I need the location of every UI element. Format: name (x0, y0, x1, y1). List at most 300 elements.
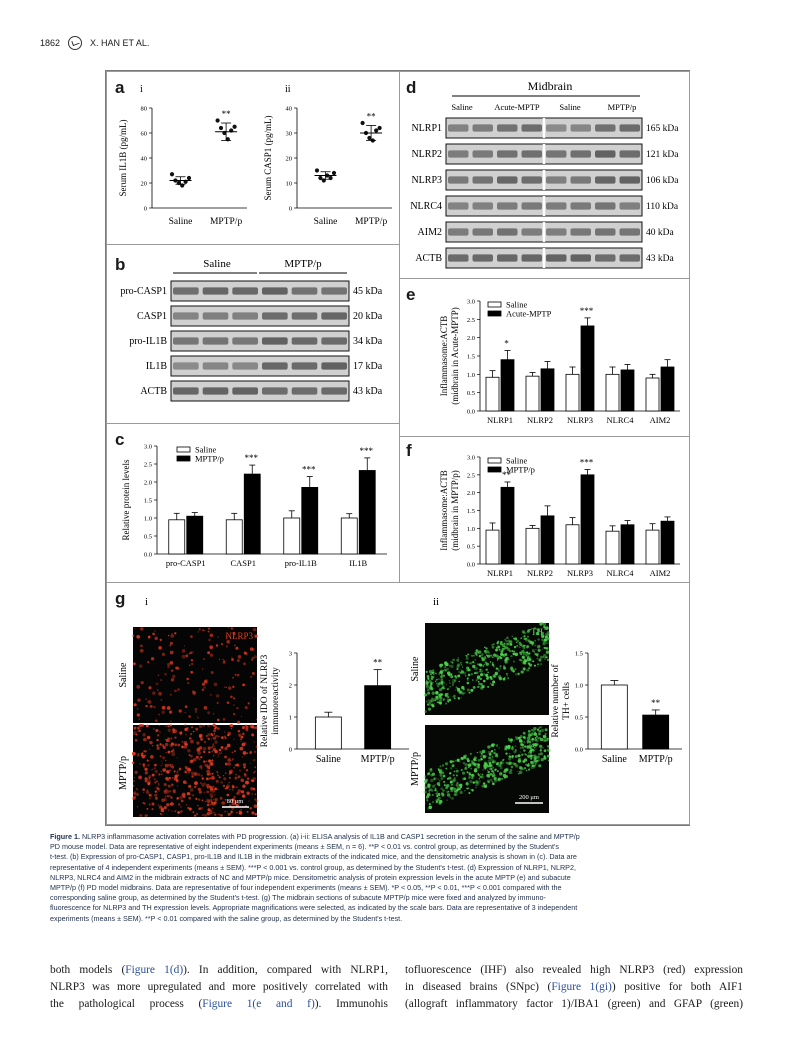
y-tick-label: 1.5 (143, 497, 152, 505)
fluorescence-signal (537, 658, 538, 659)
fluorescence-signal (427, 688, 430, 691)
fluorescence-signal (149, 804, 151, 806)
fluorescence-signal (474, 651, 478, 655)
fluorescence-signal (236, 786, 238, 788)
blot-band (262, 337, 288, 344)
fluorescence-signal (459, 761, 460, 762)
fluorescence-signal (484, 664, 485, 665)
fluorescence-signal (166, 803, 169, 806)
fluorescence-signal (466, 788, 468, 790)
fluorescence-signal (528, 662, 530, 664)
fluorescence-signal (148, 775, 151, 778)
fluorescence-signal (494, 749, 495, 750)
fluorescence-signal (466, 655, 467, 656)
body-column-right (405, 962, 743, 1013)
significance-marker: *** (579, 457, 594, 468)
fluorescence-signal (171, 764, 173, 766)
fluorescence-signal (478, 778, 480, 780)
fluorescence-signal (194, 786, 196, 788)
fluorescence-signal (224, 755, 227, 758)
fluorescence-signal (247, 777, 249, 779)
fluorescence-signal (182, 655, 186, 659)
fluorescence-signal (455, 678, 456, 679)
fluorescence-signal (452, 685, 453, 686)
fluorescence-signal (158, 804, 159, 805)
fluorescence-signal (226, 784, 230, 788)
fluorescence-signal (456, 664, 459, 667)
fluorescence-signal (547, 659, 549, 661)
blot-band (522, 150, 543, 157)
significance-marker: ** (373, 657, 383, 668)
y-axis-label: (midbrain in MPTP/p) (450, 470, 460, 551)
fluorescence-signal (189, 807, 192, 810)
fluorescence-signal (440, 765, 442, 767)
fluorescence-signal (545, 729, 547, 731)
fluorescence-signal (471, 777, 473, 779)
fluorescence-signal (508, 761, 512, 765)
fluorescence-signal (161, 814, 162, 815)
fluorescence-signal (181, 745, 182, 746)
fluorescence-signal (178, 769, 180, 771)
y-tick-label: 2.0 (466, 335, 475, 343)
fluorescence-signal (217, 756, 218, 757)
fluorescence-signal (207, 725, 210, 728)
bar (606, 374, 619, 411)
fluorescence-signal (162, 756, 165, 759)
blot-band (546, 228, 567, 235)
panel-sublabel: i (140, 84, 143, 95)
y-tick-label: 30 (285, 130, 292, 138)
fluorescence-signal (212, 734, 214, 736)
fluorescence-signal (545, 733, 547, 735)
fluorescence-signal (481, 776, 484, 779)
x-tick-label: NLRP2 (527, 415, 553, 425)
fluorescence-signal (202, 629, 204, 631)
fluorescence-signal (250, 763, 251, 764)
fluorescence-signal (143, 763, 146, 766)
fluorescence-signal (439, 702, 441, 704)
fluorescence-signal (546, 656, 548, 658)
fluorescence-signal (508, 755, 510, 757)
fluorescence-signal (440, 787, 443, 790)
y-tick-label: 40 (285, 105, 292, 113)
fluorescence-signal (200, 782, 202, 784)
fluorescence-signal (192, 691, 196, 695)
fluorescence-signal (430, 687, 433, 690)
caption-line-8: fluorescence for NLRP3 and TH expression levels. Appropriate magnifications were selected, as indicated by the scale bars. Data are representative of 3 independent (50, 903, 578, 913)
fluorescence-signal (252, 672, 255, 675)
fluorescence-signal (132, 752, 136, 756)
fluorescence-signal (158, 646, 162, 650)
fluorescence-signal (171, 751, 173, 753)
fluorescence-signal (475, 780, 479, 784)
fluorescence-signal (169, 711, 172, 714)
fluorescence-signal (143, 750, 145, 752)
fluorescence-signal (432, 692, 435, 695)
fluorescence-signal (147, 759, 149, 761)
panel-d (399, 71, 690, 279)
fluorescence-signal (509, 746, 511, 748)
fluorescence-signal (521, 754, 523, 756)
fluorescence-signal (541, 639, 543, 641)
fluorescence-signal (153, 706, 155, 708)
running-authors: X. HAN ET AL. (90, 38, 150, 48)
fluorescence-signal (489, 753, 492, 756)
data-point (361, 121, 365, 125)
fluorescence-signal (246, 792, 249, 795)
fluorescence-signal (240, 740, 241, 741)
fluorescence-signal (460, 672, 462, 674)
row-label: MPTP/p (118, 756, 129, 790)
fluorescence-signal (502, 759, 504, 761)
fluorescence-signal (248, 702, 250, 704)
fluorescence-signal (154, 764, 157, 767)
fluorescence-signal (234, 750, 236, 752)
blot-band (595, 176, 616, 183)
fluorescence-signal (491, 756, 493, 758)
bar (643, 715, 669, 749)
fluorescence-signal (492, 761, 494, 763)
fluorescence-signal (467, 759, 470, 762)
fluorescence-signal (140, 644, 143, 647)
fluorescence-signal (149, 798, 151, 800)
fluorescence-signal (471, 689, 473, 691)
fluorescence-signal (450, 675, 453, 678)
fluorescence-signal (203, 686, 205, 688)
fluorescence-signal (209, 645, 213, 649)
fluorescence-signal (168, 785, 171, 788)
fluorescence-signal (169, 645, 171, 647)
y-tick-label: 0 (143, 205, 147, 213)
fluorescence-signal (195, 798, 197, 800)
fluorescence-signal (540, 738, 543, 741)
fluorescence-signal (468, 674, 471, 677)
fluorescence-signal (547, 755, 550, 758)
fluorescence-signal (537, 666, 539, 668)
fluorescence-signal (470, 768, 472, 770)
body-text: ) positive for both AIF1 (611, 981, 743, 993)
fluorescence-signal (204, 782, 205, 783)
fluorescence-signal (156, 744, 158, 746)
figure-link[interactable]: Figure 1(e (202, 998, 262, 1010)
fluorescence-signal (191, 663, 193, 665)
figure-link[interactable]: Figure 1(d) (125, 964, 184, 976)
fluorescence-signal (454, 760, 456, 762)
fluorescence-signal (427, 692, 430, 695)
fluorescence-signal (203, 751, 205, 753)
fluorescence-signal (497, 645, 498, 646)
fluorescence-signal (497, 770, 499, 772)
fluorescence-signal (458, 657, 460, 659)
figure-1 (105, 70, 690, 826)
fluorescence-signal (436, 679, 438, 681)
blot-row-label: IL1B (145, 361, 167, 372)
fluorescence-signal (190, 733, 192, 735)
fluorescence-signal (480, 773, 481, 774)
fluorescence-signal (434, 703, 435, 704)
fluorescence-signal (459, 690, 462, 693)
bar (541, 516, 554, 564)
caption-line-2: PD mouse model. Data are representative of eight independent experiments (means ± SEM, n = 6). **P < 0.01 vs. control group, as determined by the Student's (50, 842, 559, 852)
fluorescence-signal (212, 786, 214, 788)
fluorescence-signal (135, 753, 136, 754)
fluorescence-signal (454, 675, 456, 677)
fluorescence-signal (445, 702, 447, 704)
fluorescence-signal (193, 731, 194, 732)
blot-band (448, 150, 469, 157)
fluorescence-signal (148, 700, 152, 704)
fluorescence-signal (207, 787, 208, 788)
x-tick-label: Saline (313, 217, 338, 227)
fluorescence-signal (487, 745, 490, 748)
fluorescence-signal (446, 791, 449, 794)
fluorescence-signal (496, 744, 498, 746)
fluorescence-signal (547, 745, 549, 747)
fluorescence-signal (490, 773, 493, 776)
fluorescence-signal (457, 758, 459, 760)
fluorescence-signal (173, 803, 174, 804)
fluorescence-signal (471, 761, 474, 764)
fluorescence-signal (512, 757, 514, 759)
fluorescence-signal (197, 805, 198, 806)
fluorescence-signal (538, 728, 540, 730)
fluorescence-signal (202, 668, 203, 669)
fluorescence-signal (180, 806, 182, 808)
fluorescence-signal (216, 780, 219, 783)
fluorescence-signal (232, 758, 234, 760)
blot-band (571, 254, 592, 261)
fluorescence-signal (189, 664, 191, 666)
fluorescence-signal (489, 654, 491, 656)
fluorescence-signal (210, 810, 212, 812)
blot-row-label: pro-CASP1 (120, 286, 167, 297)
fluorescence-signal (439, 780, 440, 781)
fluorescence-signal (181, 731, 182, 732)
fluorescence-signal (161, 807, 164, 810)
fluorescence-signal (173, 729, 177, 733)
fluorescence-signal (533, 751, 534, 752)
blot-band (473, 150, 494, 157)
fluorescence-signal (453, 787, 455, 789)
fluorescence-signal (469, 780, 472, 783)
y-tick-label: 0.0 (466, 408, 475, 416)
fluorescence-signal (154, 794, 157, 797)
kda-label: 34 kDa (353, 336, 383, 347)
fluorescence-signal (253, 698, 254, 699)
fluorescence-signal (204, 814, 207, 817)
fluorescence-signal (246, 752, 248, 754)
fluorescence-signal (175, 666, 179, 670)
fluorescence-signal (478, 759, 481, 762)
x-tick-label: MPTP/p (354, 217, 388, 227)
fluorescence-signal (437, 778, 439, 780)
bar (169, 520, 185, 554)
fluorescence-signal (474, 764, 477, 767)
fluorescence-signal (190, 635, 193, 638)
significance-marker: ** (502, 469, 511, 480)
fluorescence-signal (456, 789, 458, 791)
fluorescence-signal (483, 666, 484, 667)
fluorescence-signal (425, 681, 429, 685)
fluorescence-signal (170, 642, 173, 645)
fluorescence-signal (231, 728, 232, 729)
fluorescence-signal (160, 679, 162, 681)
kda-label: 110 kDa (646, 202, 679, 212)
bar (486, 530, 499, 564)
fluorescence-signal (432, 773, 435, 776)
fluorescence-signal (441, 769, 443, 771)
fluorescence-signal (528, 667, 530, 669)
significance-marker: *** (579, 305, 594, 316)
fluorescence-signal (427, 785, 430, 788)
fluorescence-signal (188, 771, 190, 773)
legend-label: Acute-MPTP (506, 308, 552, 319)
fluorescence-signal (503, 667, 506, 670)
fluorescence-signal (202, 689, 204, 691)
figure-link[interactable]: f) (307, 998, 315, 1010)
fluorescence-signal (527, 746, 529, 748)
fluorescence-signal (527, 742, 529, 744)
fluorescence-signal (200, 756, 202, 758)
fluorescence-signal (177, 688, 180, 691)
fluorescence-signal (533, 761, 537, 765)
fluorescence-signal (155, 729, 158, 732)
fluorescence-signal (535, 748, 536, 749)
fluorescence-signal (187, 792, 190, 795)
fluorescence-signal (500, 643, 502, 645)
fluorescence-signal (463, 762, 466, 765)
fluorescence-signal (211, 796, 213, 798)
fluorescence-signal (139, 724, 142, 727)
fluorescence-signal (450, 661, 453, 664)
blot-band (448, 254, 469, 261)
figure-link[interactable]: Figure 1(gi) (551, 981, 612, 993)
fluorescence-signal (491, 683, 494, 686)
fluorescence-signal (186, 783, 188, 785)
fluorescence-signal (522, 645, 524, 647)
fluorescence-signal (467, 677, 469, 679)
fluorescence-signal (484, 651, 487, 654)
fluorescence-signal (461, 769, 463, 771)
fluorescence-signal (438, 797, 441, 800)
fluorescence-signal (148, 686, 151, 689)
fluorescence-signal (227, 794, 230, 797)
fluorescence-signal (499, 762, 502, 765)
fluorescence-signal (221, 736, 224, 739)
fluorescence-signal (235, 674, 237, 676)
y-tick-label: 2.5 (466, 316, 475, 324)
legend-swatch (177, 456, 190, 461)
fluorescence-signal (488, 781, 490, 783)
fluorescence-signal (507, 677, 509, 679)
fluorescence-signal (191, 726, 193, 728)
fluorescence-signal (450, 767, 452, 769)
fluorescence-signal (492, 662, 494, 664)
fluorescence-signal (466, 657, 469, 660)
fluorescence-signal (510, 655, 512, 657)
fluorescence-signal (156, 739, 158, 741)
fluorescence-signal (184, 645, 185, 646)
fluorescence-signal (441, 771, 444, 774)
data-point (170, 172, 174, 176)
row-label: Saline (410, 656, 421, 682)
fluorescence-signal (245, 725, 247, 727)
fluorescence-signal (491, 768, 493, 770)
fluorescence-signal (517, 673, 519, 675)
fluorescence-signal (202, 799, 204, 801)
fluorescence-signal (137, 698, 141, 702)
fluorescence-signal (232, 686, 234, 688)
fluorescence-signal (453, 774, 455, 776)
fluorescence-signal (210, 804, 212, 806)
fluorescence-signal (157, 734, 160, 737)
fluorescence-signal (243, 763, 246, 766)
blot-band (522, 228, 543, 235)
panel-e-chart (400, 279, 689, 436)
fluorescence-signal (445, 768, 447, 770)
fluorescence-signal (147, 815, 148, 816)
fluorescence-signal (542, 747, 544, 749)
fluorescence-signal (247, 811, 249, 813)
fluorescence-signal (231, 760, 232, 761)
fluorescence-signal (492, 664, 494, 666)
fluorescence-signal (499, 677, 503, 681)
fluorescence-signal (219, 659, 220, 660)
fluorescence-signal (134, 777, 135, 778)
fluorescence-signal (198, 798, 200, 800)
blot-band (546, 124, 567, 131)
fluorescence-signal (432, 672, 434, 674)
fluorescence-signal (450, 787, 453, 790)
group-label: Saline (203, 258, 231, 270)
fluorescence-signal (165, 739, 166, 740)
fluorescence-signal (494, 774, 496, 776)
fluorescence-signal (174, 743, 177, 746)
fluorescence-signal (483, 782, 485, 784)
fluorescence-signal (227, 701, 230, 704)
fluorescence-signal (217, 774, 219, 776)
fluorescence-signal (513, 751, 516, 754)
fluorescence-signal (424, 693, 427, 696)
fluorescence-signal (145, 771, 148, 774)
fluorescence-signal (219, 749, 222, 752)
fluorescence-signal (494, 777, 497, 780)
blot-band (473, 124, 494, 131)
fluorescence-signal (538, 649, 541, 652)
fluorescence-signal (517, 640, 518, 641)
fluorescence-signal (218, 736, 219, 737)
fluorescence-signal (524, 745, 526, 747)
fluorescence-signal (459, 674, 460, 675)
kda-label: 43 kDa (646, 254, 674, 264)
fluorescence-signal (231, 657, 232, 658)
fluorescence-signal (534, 640, 536, 642)
panel-e (399, 278, 690, 437)
fluorescence-signal (500, 653, 503, 656)
fluorescence-signal (226, 645, 228, 647)
fluorescence-signal (506, 637, 508, 639)
fluorescence-signal (147, 764, 149, 766)
fluorescence-signal (522, 768, 524, 770)
fluorescence-signal (137, 806, 138, 807)
fluorescence-signal (472, 679, 474, 681)
fluorescence-signal (212, 802, 215, 805)
fluorescence-signal (490, 683, 491, 684)
fluorescence-signal (544, 638, 547, 641)
fluorescence-signal (142, 788, 145, 791)
panel-sublabel: ii (433, 596, 440, 608)
fluorescence-signal (204, 764, 205, 765)
